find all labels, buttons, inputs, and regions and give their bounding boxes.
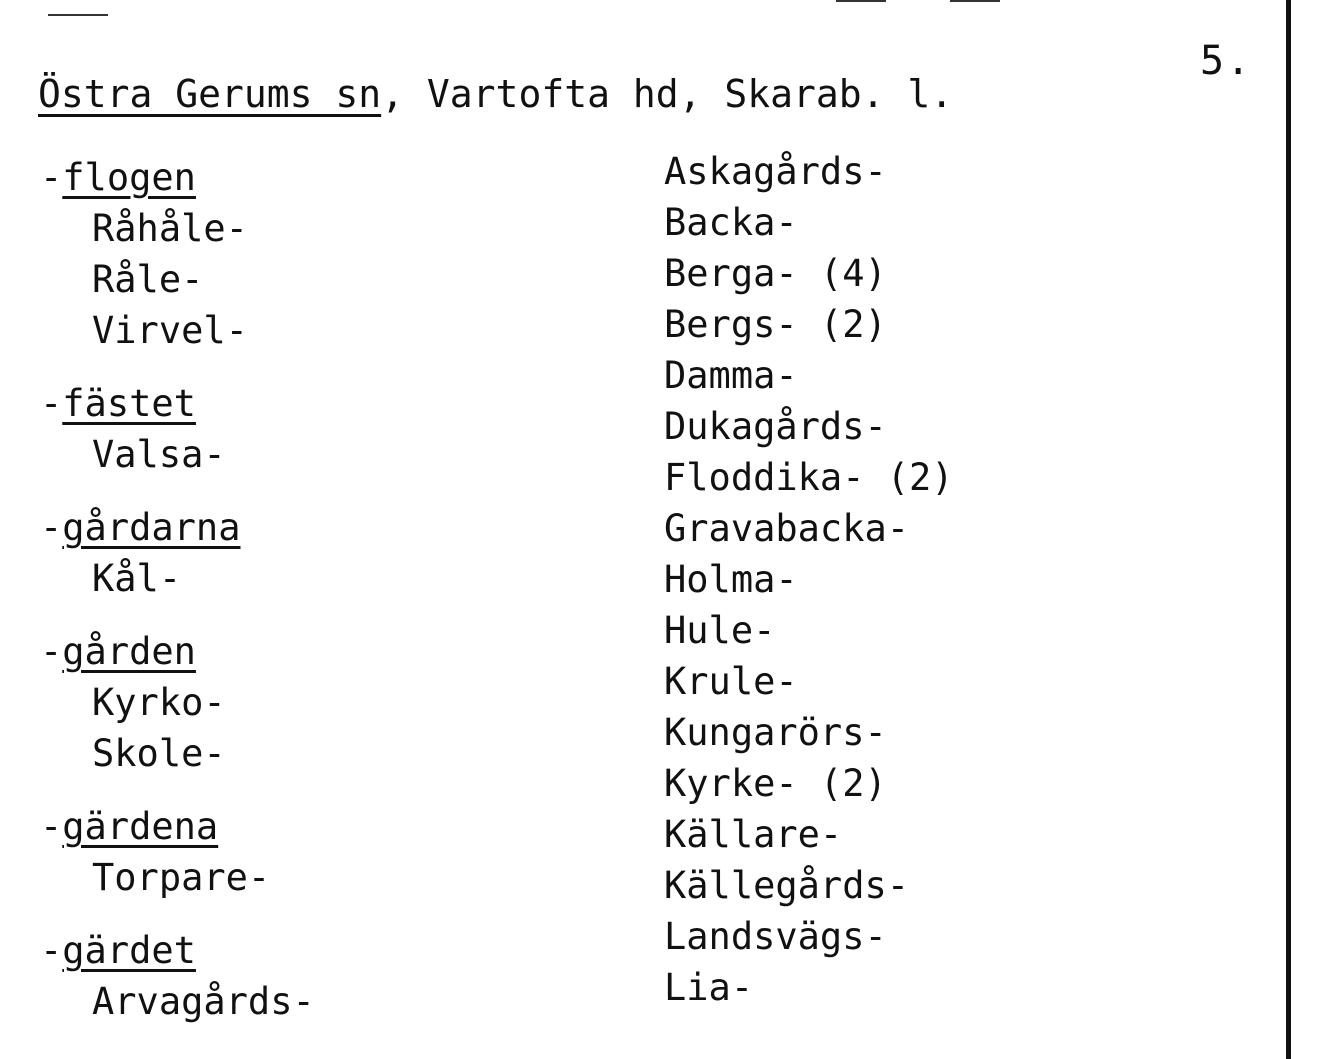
place-name: Råhåle-: [92, 207, 248, 250]
place-name: Krule-: [664, 660, 798, 703]
place-name: Råle-: [92, 258, 204, 301]
place-name: Landsvägs-: [664, 915, 887, 958]
place-name: Berga- (4): [664, 252, 887, 295]
ending-heading: -gårdarna: [40, 506, 241, 549]
ending-word: gärdet: [62, 929, 196, 972]
scan-speck: [950, 0, 1000, 2]
ending-heading: -flogen: [40, 156, 196, 199]
place-name: Bergs- (2): [664, 303, 887, 346]
place-name: Floddika- (2): [664, 456, 954, 499]
ending-word: fästet: [62, 382, 196, 425]
ending-group: [40, 152, 315, 356]
ending-word: gårdarna: [62, 506, 241, 549]
place-name: Virvel-: [92, 309, 248, 352]
scan-speck: [48, 14, 108, 16]
place-name: Gravabacka-: [664, 507, 910, 550]
place-name: Backa-: [664, 201, 798, 244]
parish-name: Östra Gerums sn: [38, 72, 382, 116]
page-heading: [38, 72, 953, 116]
ending-word: gården: [62, 630, 196, 673]
place-name: Källegårds-: [664, 864, 910, 907]
page-number: 5.: [1200, 38, 1253, 84]
place-name: Kungarörs-: [664, 711, 887, 754]
ending-group: [40, 801, 315, 903]
place-name: Källare-: [664, 813, 843, 856]
place-name: Skole-: [92, 732, 226, 775]
place-name: Lia-: [664, 966, 754, 1009]
place-name: Askagårds-: [664, 150, 887, 193]
ending-group: [40, 502, 315, 604]
place-name: Holma-: [664, 558, 798, 601]
ending-heading: -fästet: [40, 382, 196, 425]
ending-heading: -gärdena: [40, 805, 219, 848]
place-name: Kyrko-: [92, 681, 226, 724]
ending-group: [40, 626, 315, 779]
heading-location: , Vartofta hd, Skarab. l.: [381, 72, 954, 116]
place-name: Torpare-: [92, 856, 271, 899]
ending-group: [40, 925, 315, 1027]
place-name: Damma-: [664, 354, 798, 397]
ending-heading: -gården: [40, 630, 196, 673]
page-edge-line: [1286, 0, 1291, 1059]
place-name: Arvagårds-: [92, 980, 315, 1023]
names-column: [664, 146, 954, 1013]
scan-speck: [836, 0, 886, 2]
ending-group: [40, 378, 315, 480]
place-name: Kål-: [92, 557, 182, 600]
place-name: Dukagårds-: [664, 405, 887, 448]
ending-heading: -gärdet: [40, 929, 196, 972]
place-name: Hule-: [664, 609, 776, 652]
endings-column: [40, 152, 315, 1049]
place-name: Valsa-: [92, 433, 226, 476]
ending-word: flogen: [62, 156, 196, 199]
ending-word: gärdena: [62, 805, 219, 848]
place-name: Kyrke- (2): [664, 762, 887, 805]
